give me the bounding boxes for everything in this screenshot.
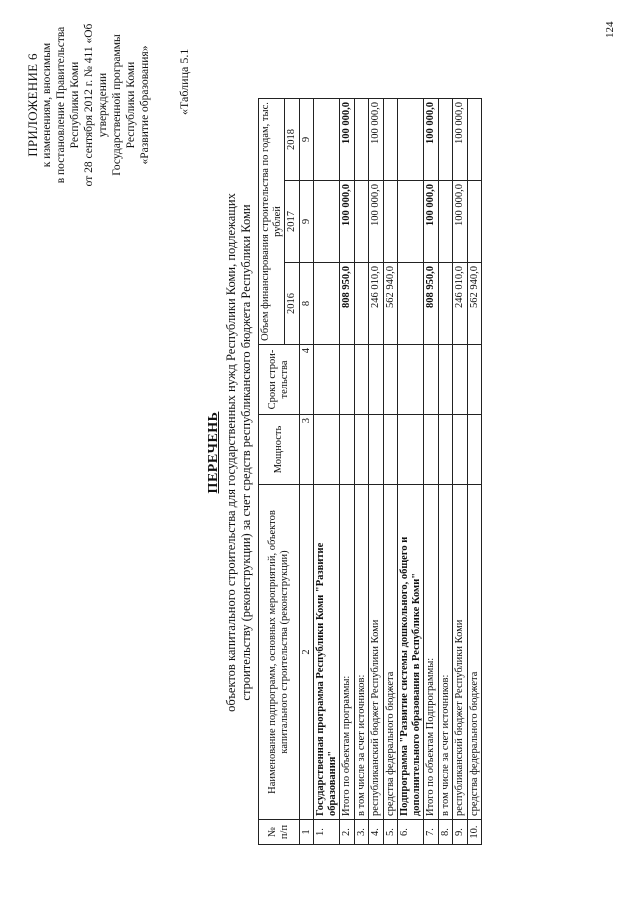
header-funding: Объем финансирования строительства по годам, тыс. рублей — [259, 99, 285, 345]
table-row — [453, 99, 468, 845]
row-name: Итого по объектам Подпрограммы: — [424, 485, 439, 820]
header-num: № п/п — [259, 820, 300, 845]
row-value-2018: 100 000,0 — [453, 99, 468, 181]
table-label: «Таблица 5.1 — [177, 48, 191, 115]
table-row — [340, 99, 355, 845]
document-subtitle — [224, 0, 254, 905]
row-capacity — [383, 415, 398, 485]
row-value-2017: 100 000,0 — [369, 181, 384, 263]
appendix-line: от 28 сентября 2012 г. № 411 «Об утверждении — [83, 23, 109, 187]
document-title: ПЕРЕЧЕНЬ — [206, 411, 221, 494]
col-number: 9 — [299, 99, 314, 181]
objects-table — [258, 98, 482, 845]
row-capacity — [314, 415, 340, 485]
row-number: 7. — [424, 820, 439, 845]
header-year: 2018 — [285, 99, 300, 181]
table-row — [314, 99, 340, 845]
col-number: 4 — [299, 345, 314, 415]
header-capacity: Мощность — [259, 415, 300, 485]
row-value-2017: 100 000,0 — [453, 181, 468, 263]
appendix-line: к изменениям, вносимым — [41, 42, 53, 168]
col-number: 1 — [299, 820, 314, 845]
row-value-2017 — [467, 181, 482, 263]
table-row — [424, 99, 439, 845]
row-name: Подпрограмма "Развитие системы дошкольного, общего и дополнительного образования в Республике Коми" — [398, 485, 424, 820]
col-number: 2 — [299, 485, 314, 820]
row-value-2017 — [314, 181, 340, 263]
appendix-line: «Развитие образования» — [139, 45, 151, 165]
row-value-2018: 100 000,0 — [424, 99, 439, 181]
row-value-2017: 100 000,0 — [340, 181, 355, 263]
row-number: 4. — [369, 820, 384, 845]
row-value-2016: 562 940,0 — [383, 263, 398, 345]
row-value-2016: 808 950,0 — [340, 263, 355, 345]
column-number-row — [299, 99, 314, 845]
row-value-2018 — [383, 99, 398, 181]
row-name: республиканский бюджет Республики Коми — [453, 485, 468, 820]
table-row — [383, 99, 398, 845]
row-number: 10. — [467, 820, 482, 845]
subtitle-line: объектов капитального строительства для государственных нужд Республики Коми, подлежащих — [224, 193, 238, 712]
row-value-2018: 100 000,0 — [369, 99, 384, 181]
appendix-heading: ПРИЛОЖЕНИЕ 6 — [25, 53, 40, 157]
table-row — [398, 99, 424, 845]
row-value-2018 — [438, 99, 453, 181]
header-year: 2017 — [285, 181, 300, 263]
row-name: республиканский бюджет Республики Коми — [369, 485, 384, 820]
subtitle-line: строительству (реконструкции) за счет средств республиканского бюджета Республики Коми — [239, 204, 253, 701]
row-terms — [314, 345, 340, 415]
row-name: средства федерального бюджета — [467, 485, 482, 820]
row-value-2017: 100 000,0 — [424, 181, 439, 263]
appendix-line: Государственной программы Республики Коми — [111, 34, 137, 176]
table-row — [467, 99, 482, 845]
row-capacity — [467, 415, 482, 485]
row-capacity — [453, 415, 468, 485]
row-value-2017 — [354, 181, 369, 263]
row-number: 3. — [354, 820, 369, 845]
row-value-2016 — [314, 263, 340, 345]
row-number: 8. — [438, 820, 453, 845]
appendix-line: в постановление Правительства Республики Коми — [55, 26, 81, 184]
appendix-block — [26, 5, 152, 205]
row-value-2018 — [354, 99, 369, 181]
row-terms — [369, 345, 384, 415]
table-header-row — [259, 99, 285, 845]
row-terms — [383, 345, 398, 415]
row-terms — [398, 345, 424, 415]
row-terms — [424, 345, 439, 415]
row-value-2016 — [438, 263, 453, 345]
row-value-2016: 808 950,0 — [424, 263, 439, 345]
row-name: Итого по объектам программы: — [340, 485, 355, 820]
header-terms: Сроки строи-тельства — [259, 345, 300, 415]
row-value-2018 — [398, 99, 424, 181]
row-value-2017 — [438, 181, 453, 263]
row-capacity — [438, 415, 453, 485]
row-value-2018: 100 000,0 — [340, 99, 355, 181]
row-terms — [438, 345, 453, 415]
row-number: 2. — [340, 820, 355, 845]
row-capacity — [354, 415, 369, 485]
row-capacity — [398, 415, 424, 485]
row-terms — [340, 345, 355, 415]
header-name: Наименование подпрограмм, основных мероприятий, объектов капитального строительства (реконструкции) — [259, 485, 300, 820]
table-row — [369, 99, 384, 845]
row-terms — [354, 345, 369, 415]
row-capacity — [424, 415, 439, 485]
row-value-2016: 246 010,0 — [369, 263, 384, 345]
row-name: Государственная программа Республики Коми "Развитие образования" — [314, 485, 340, 820]
row-number: 1. — [314, 820, 340, 845]
row-number: 5. — [383, 820, 398, 845]
row-name: в том числе за счет источников: — [438, 485, 453, 820]
row-value-2018 — [467, 99, 482, 181]
row-value-2018 — [314, 99, 340, 181]
col-number: 3 — [299, 415, 314, 485]
header-year: 2016 — [285, 263, 300, 345]
row-value-2016 — [354, 263, 369, 345]
row-value-2016: 246 010,0 — [453, 263, 468, 345]
row-value-2017 — [398, 181, 424, 263]
row-name: средства федерального бюджета — [383, 485, 398, 820]
row-value-2017 — [383, 181, 398, 263]
table-row — [438, 99, 453, 845]
col-number: 8 — [299, 263, 314, 345]
page-number: 124 — [604, 21, 616, 38]
row-value-2016 — [398, 263, 424, 345]
row-number: 9. — [453, 820, 468, 845]
row-terms — [467, 345, 482, 415]
row-capacity — [340, 415, 355, 485]
table-row — [354, 99, 369, 845]
row-number: 6. — [398, 820, 424, 845]
row-terms — [453, 345, 468, 415]
row-value-2016: 562 940,0 — [467, 263, 482, 345]
col-number: 9 — [299, 181, 314, 263]
row-name: в том числе за счет источников: — [354, 485, 369, 820]
row-capacity — [369, 415, 384, 485]
